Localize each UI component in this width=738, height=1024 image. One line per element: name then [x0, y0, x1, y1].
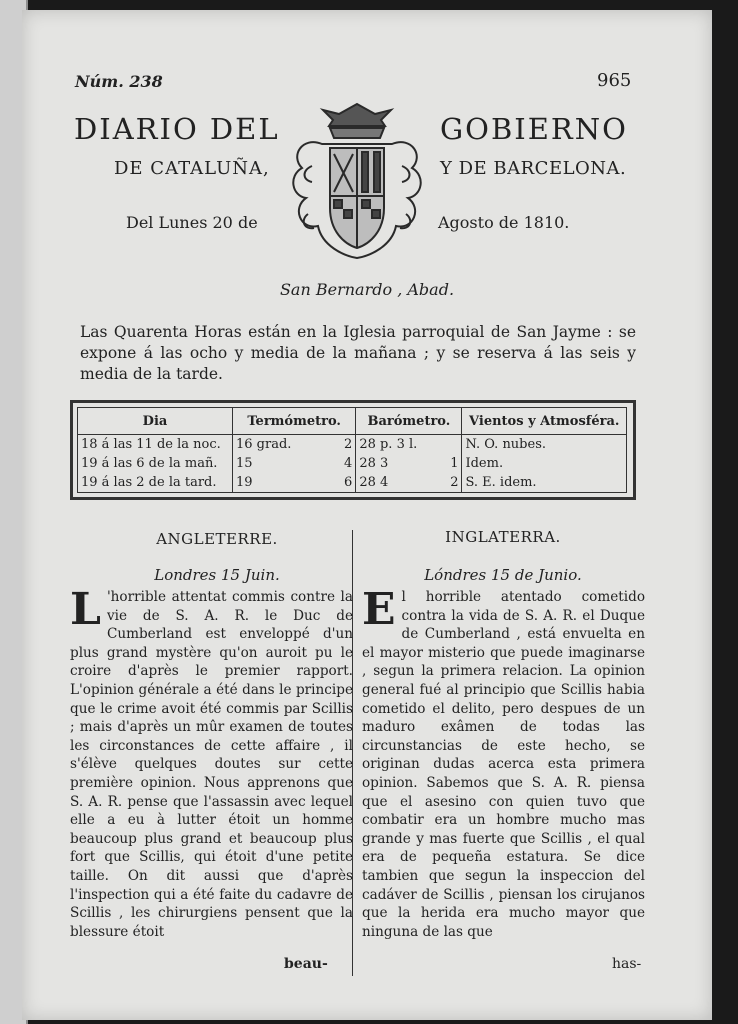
weather-day: 19 á las 6 de la mañ. — [78, 454, 233, 473]
spanish-dateline: Lóndres 15 de Junio. — [424, 566, 582, 584]
weather-pressure: 28 4 — [356, 473, 442, 493]
masthead-subtitle-left: DE CATALUÑA, — [114, 158, 270, 179]
date-right: Agosto de 1810. — [438, 213, 570, 232]
weather-table-frame — [70, 400, 636, 500]
newspaper-page — [22, 10, 712, 1020]
weather-row — [78, 473, 627, 493]
weather-header-day: Dia — [78, 408, 233, 435]
page-number: 965 — [597, 70, 632, 91]
spanish-catchword: has- — [612, 956, 642, 972]
weather-table — [77, 407, 627, 493]
spanish-section-heading: INGLATERRA. — [445, 528, 561, 546]
coat-of-arms-icon — [282, 96, 432, 266]
weather-temp-fraction: 4 — [332, 454, 356, 473]
weather-row — [78, 435, 627, 455]
french-article-text: 'horrible attentat commis contre la vie de S. A. R. le Duc de Cumberland est enveloppé d'un plus grand mystère qu'on auroit pu le croire d'après le premier rapport. L'opinion générale a été dans le principe que le crime avoit été commis par Scillis ; mais d'après un mûr examen de toutes les circonstances de cette affaire , il s'élève quelques doutes sur cette première opinion. Nous apprenons que S. A. R. pense que l'assassin avec lequel elle a eu à lutter étoit un homme beaucoup plus grand et beaucoup plus fort que Scillis, qui étoit d'une petite taille. On dit aussi que d'après l'inspection qui a été faite du cadavre de Scillis , les chirurgiens pensent que la blessure étoit — [70, 589, 353, 940]
masthead-title-right: GOBIERNO — [440, 112, 628, 146]
masthead-title-left: DIARIO DEL — [74, 112, 280, 146]
weather-wind: S. E. idem. — [462, 473, 627, 493]
french-catchword: beau- — [284, 956, 328, 972]
french-section-heading: ANGLETERRE. — [156, 530, 278, 548]
weather-pressure: 28 p. 3 l. — [356, 435, 442, 455]
weather-temp-fraction: 6 — [332, 473, 356, 493]
spanish-drop-cap: E — [362, 584, 396, 635]
issue-number: Núm. 238 — [75, 72, 163, 91]
weather-temp: 15 — [233, 454, 333, 473]
weather-day: 19 á las 2 de la tard. — [78, 473, 233, 493]
weather-header-winds: Vientos y Atmosféra. — [462, 408, 627, 435]
date-left: Del Lunes 20 de — [126, 213, 258, 232]
forty-hours-notice: Las Quarenta Horas están en la Iglesia parroquial de San Jayme : se expone á las ocho y media de la mañana ; y se reserva á las seis y media de la tarde. — [80, 323, 636, 383]
weather-row — [78, 454, 627, 473]
weather-pressure-fraction: 1 — [442, 454, 462, 473]
french-article — [70, 584, 353, 941]
weather-pressure: 28 3 — [356, 454, 442, 473]
weather-header-thermometer: Termómetro. — [233, 408, 356, 435]
weather-pressure-fraction: 2 — [442, 473, 462, 493]
weather-temp: 19 — [233, 473, 333, 493]
saint-of-the-day: San Bernardo , Abad. — [279, 280, 455, 299]
weather-wind: Idem. — [462, 454, 627, 473]
spanish-article-text: l horrible atentado cometido contra la vida de S. A. R. el Duque de Cumberland , está envuelta en el mayor misterio que puede imaginarse , segun la primera relacion. La opinion general fué al principio que Scillis habia cometido el delito, pero despues de un maduro exâmen de todas las circunstancias de este hecho, se originan dudas acerca esta primera opinion. Sabemos que S. A. R. piensa que el asesino con quien tuvo que combatir era un hombre mucho mas grande y mas fuerte que Scillis , el qual era de pequeña estatura. Se dice tambien que segun la inspeccion del cadáver de Scillis , piensan los cirujanos que la herida era mucho mayor que ninguna de las que — [362, 589, 645, 940]
weather-pressure-fraction — [442, 435, 462, 455]
weather-temp: 16 grad. — [233, 435, 333, 455]
weather-header-barometer: Barómetro. — [356, 408, 462, 435]
weather-wind: N. O. nubes. — [462, 435, 627, 455]
masthead-subtitle-right: Y DE BARCELONA. — [440, 158, 627, 179]
weather-day: 18 á las 11 de la noc. — [78, 435, 233, 455]
spanish-article — [362, 584, 645, 941]
french-drop-cap: L — [70, 584, 101, 635]
weather-temp-fraction: 2 — [332, 435, 356, 455]
french-dateline: Londres 15 Juin. — [154, 566, 280, 584]
